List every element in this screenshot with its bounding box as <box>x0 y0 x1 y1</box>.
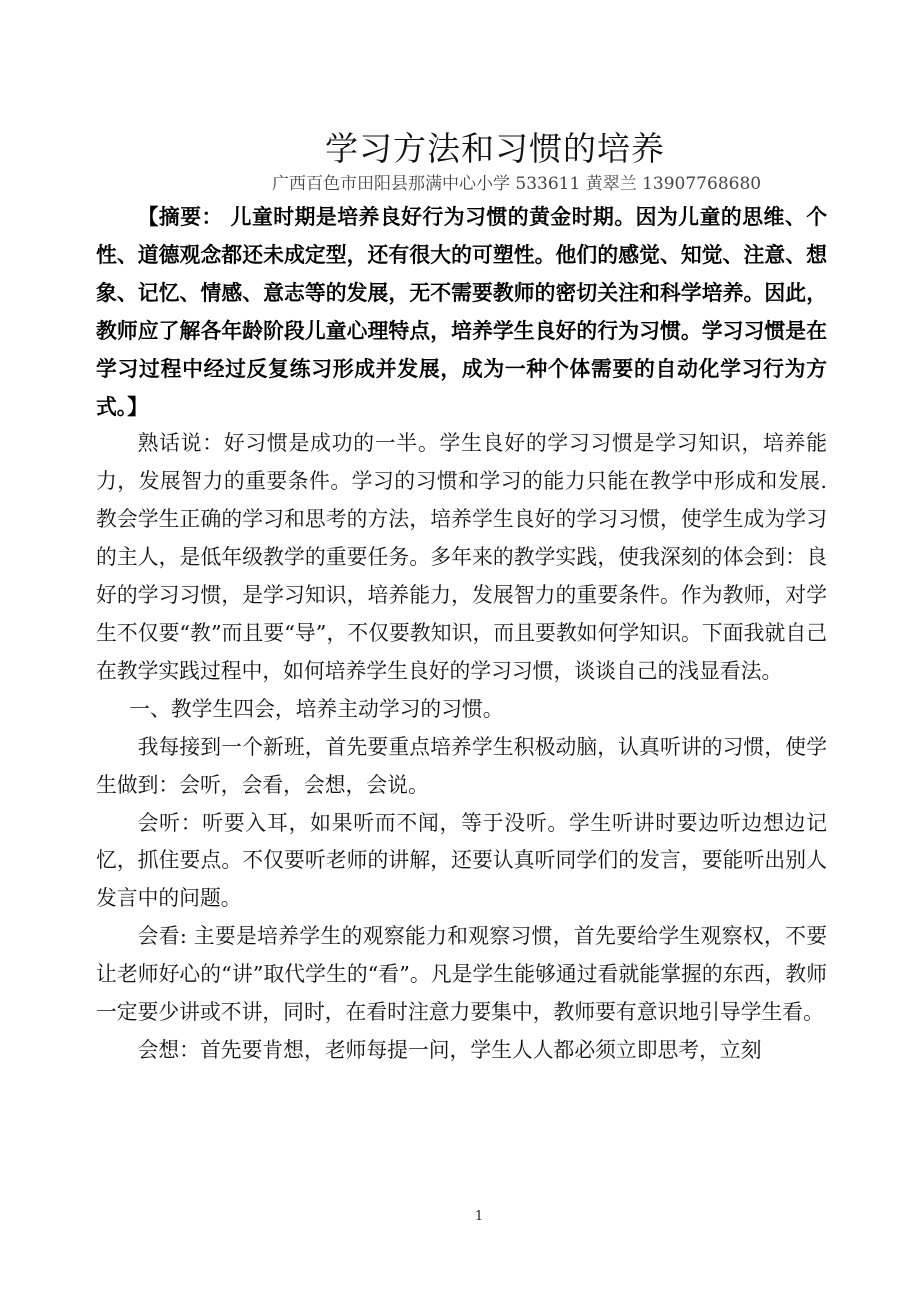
page-number: 1 <box>474 1209 484 1224</box>
body-paragraph: 会想：首先要肯想，老师每提一问，学生人人都必须立即思考，立刻 <box>137 1037 762 1062</box>
section-heading: 一、教学生四会，培养主动学习的习惯。 <box>129 696 504 721</box>
abstract-paragraph: 【摘要： 儿童时期是培养良好行为习惯的黄金时期。因为儿童的思维、个性、道德观念都还未成定型，还有很大的可塑性。他们的感觉、知觉、注意、想象、记忆、情感、意志等的发展，无不需要教师的密切关注和科学培养。因此，教师应了解各年龄阶段儿童心理特点，培养学生良好的行为习惯。学习习惯是在学习过程中经过反复练习形成并发展，成为一种个体需要的自动化学习行为方式。】 <box>96 204 827 419</box>
body-paragraph: 会听：听要入耳，如果听而不闻，等于没听。学生听讲时要边听边想边记忆，抓住要点。不仅要听老师的讲解，还要认真听同学们的发言，要能听出别人发言中的问题。 <box>96 810 827 911</box>
document-body <box>96 198 827 1070</box>
body-paragraph: 我每接到一个新班，首先要重点培养学生积极动脑，认真听讲的习惯，使学生做到：会听，会看，会想，会说。 <box>96 734 827 797</box>
intro-paragraph: 熟话说：好习惯是成功的一半。学生良好的学习习惯是学习知识，培养能力，发展智力的重要条件。学习的习惯和学习的能力只能在教学中形成和发展. 教会学生正确的学习和思考的方法，培养学生良好的学习习惯，使学生成为学习的主人，是低年级教学的重要任务。多年来的教学实践，使我深刻的体会到：良好的学习习惯，是学习知识，培养能力，发展智力的重要条件。作为教师，对学生不仅要“教”而且要“导”，不仅要教知识，而且要教如何学知识。下面我就自己在教学实践过程中，如何培养学生良好的学习习惯，谈谈自己的浅显看法。 <box>96 431 827 683</box>
body-paragraph: 会看: 主要是培养学生的观察能力和观察习惯，首先要给学生观察权，不要让老师好心的“讲”取代学生的“看”。凡是学生能够通过看就能掌握的东西，教师一定要少讲或不讲，同时，在看时注意力要集中，教师要有意识地引导学生看。 <box>96 924 827 1025</box>
document-title: 学习方法和习惯的培养 <box>325 129 665 168</box>
author-line: 广西百色市田阳县那满中心小学 533611 黄翠兰 13907768680 <box>272 174 762 194</box>
